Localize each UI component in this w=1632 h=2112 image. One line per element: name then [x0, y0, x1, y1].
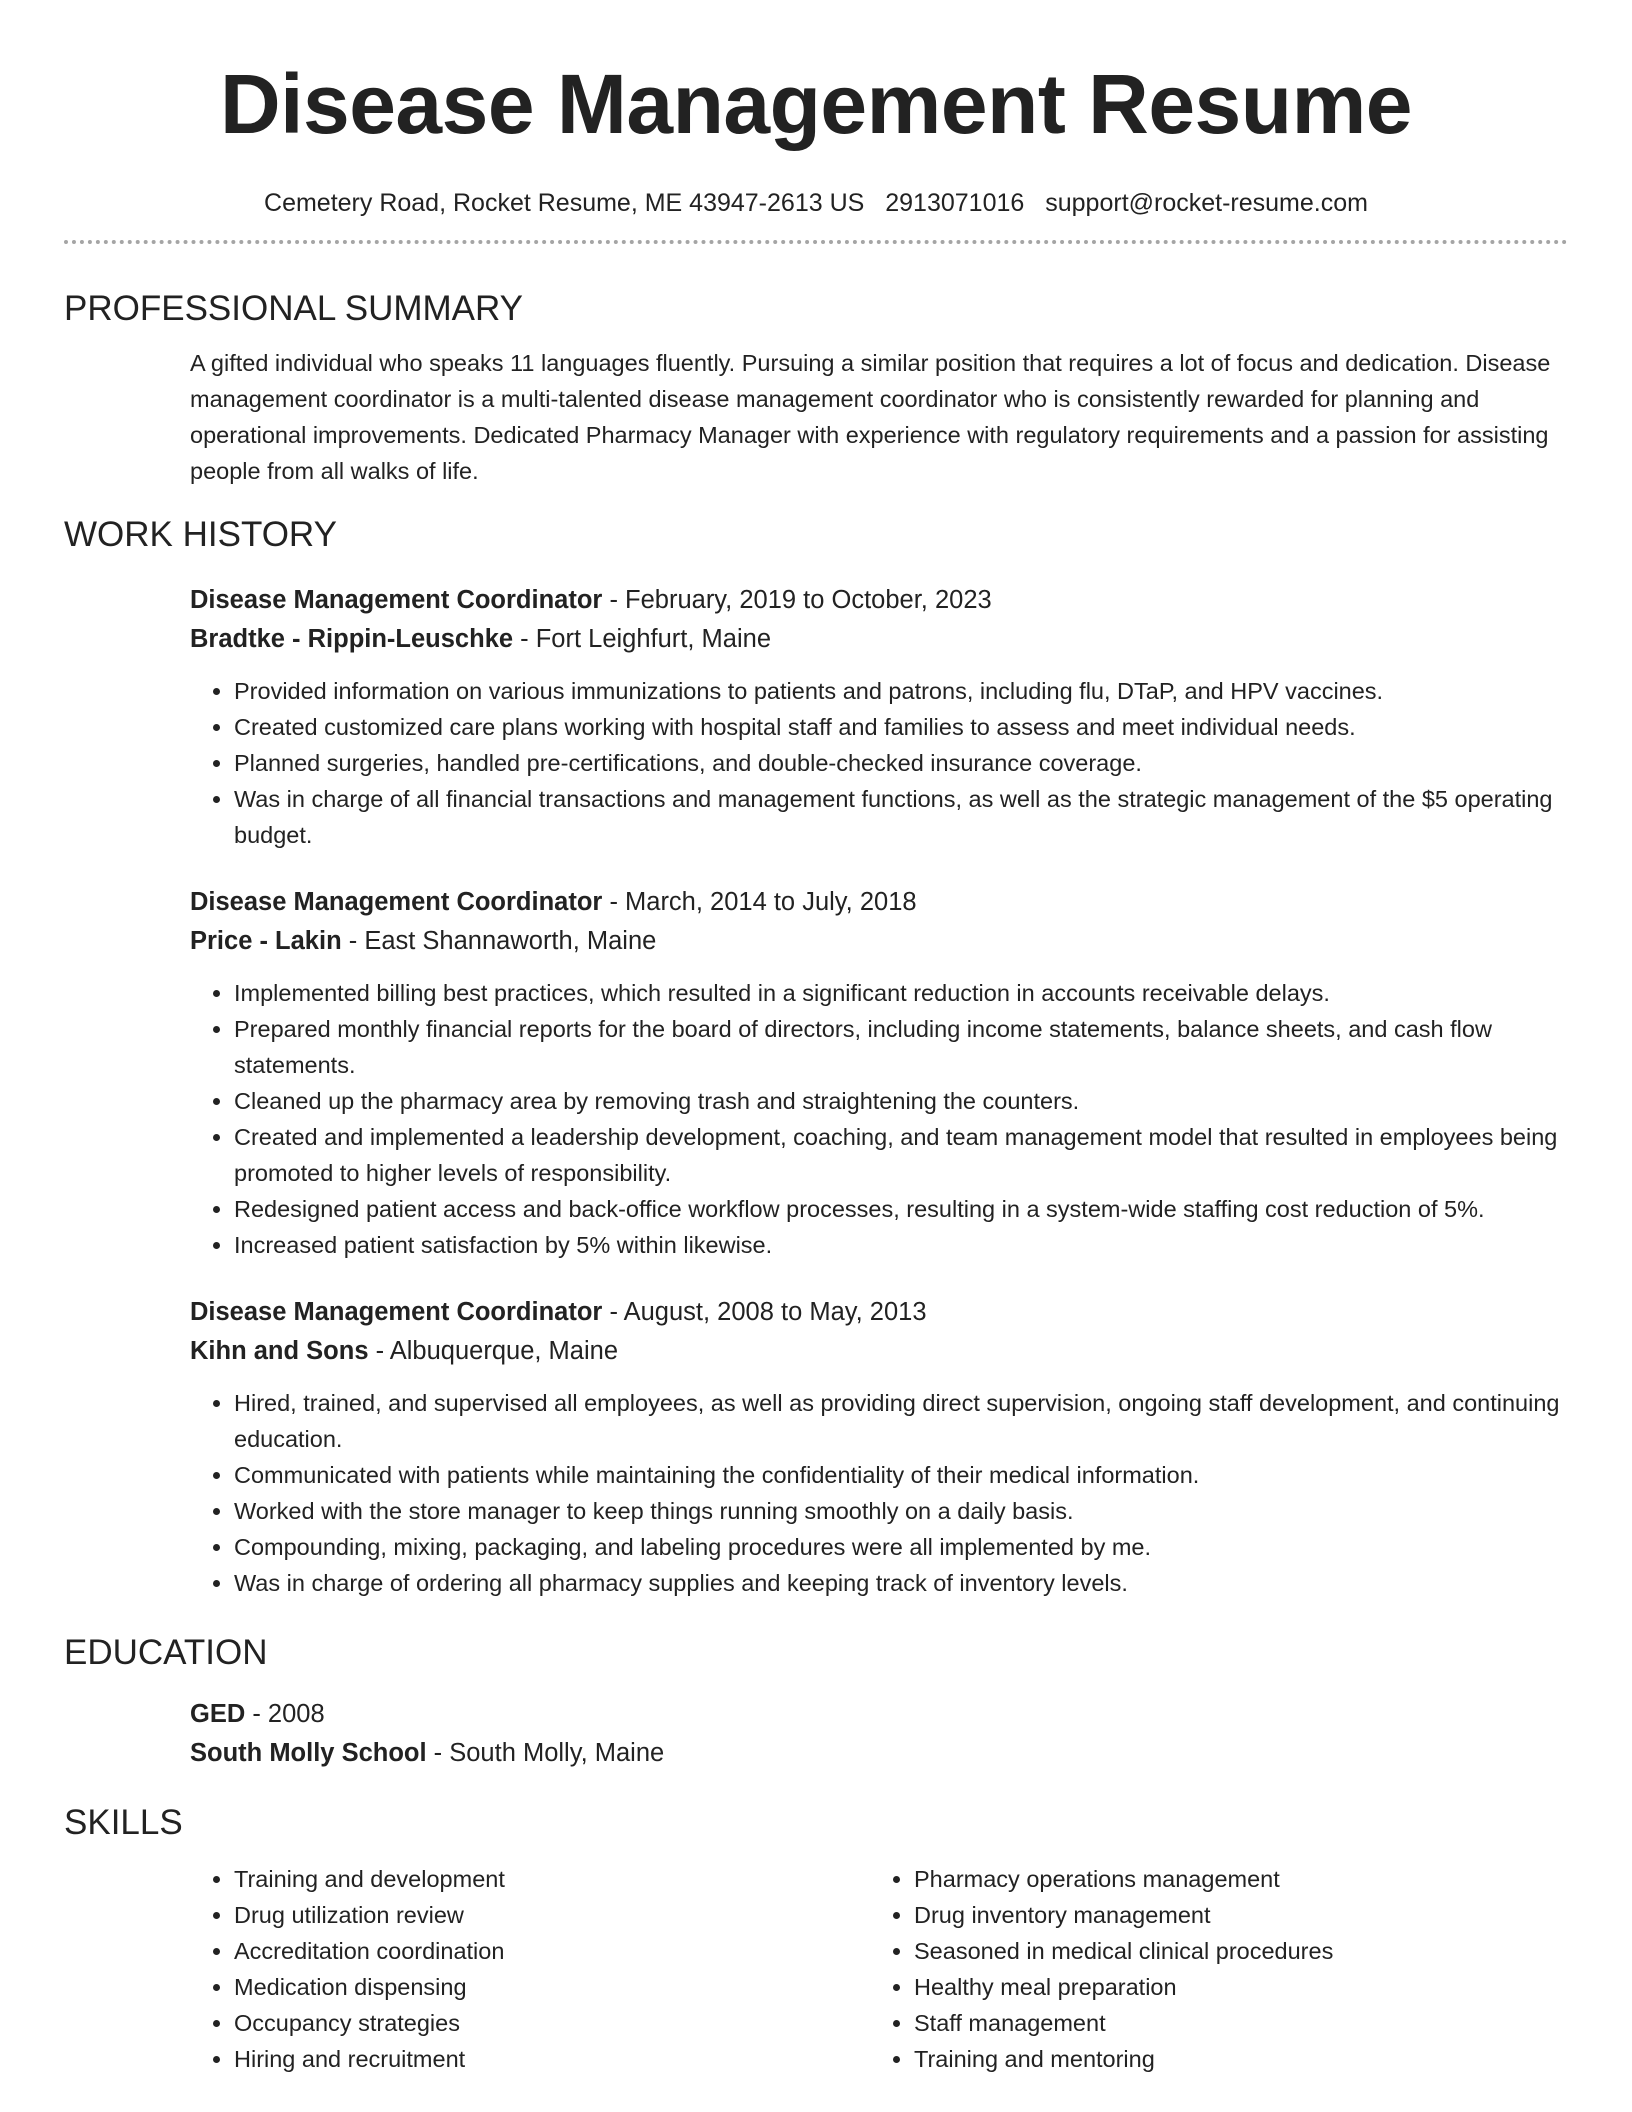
resume-title: Disease Management Resume — [219, 57, 1412, 151]
job-title: Disease Management Coordinator — [190, 586, 603, 614]
job-bullet: • Redesigned patient access and back-office workflow processes, resulting in a system-wide staffing cost reduction of 5%. — [234, 1191, 1568, 1227]
job-company: Kihn and Sons — [190, 1337, 369, 1365]
job-title: Disease Management Coordinator — [190, 888, 603, 916]
skills-heading: SKILLS — [64, 1803, 183, 1842]
skill-item: • Training and development — [234, 1861, 870, 1897]
summary-text: A gifted individual who speaks 11 languages fluently. Pursuing a similar position that requires a lot of focus and dedication. Disease management coordinator is a multi-talented disease management coordinator who is consistently rewarded for planning and operational improvements. Dedicated Pharmacy Manager with experience with regulatory requirements and a passion for assisting people from all walks of life. — [190, 350, 1551, 484]
job-bullet: • Provided information on various immunizations to patients and patrons, including flu, DTaP, and HPV vaccines. — [234, 673, 1568, 709]
skill-item: • Drug inventory management — [914, 1897, 1550, 1933]
job-bullet: • Planned surgeries, handled pre-certifications, and double-checked insurance coverage. — [234, 745, 1568, 781]
contact-address: Cemetery Road, Rocket Resume, ME 43947-2613 US — [264, 189, 865, 217]
job-bullet: • Cleaned up the pharmacy area by removing trash and straightening the counters. — [234, 1083, 1568, 1119]
education-section — [190, 1695, 1568, 1773]
job-bullet: • Increased patient satisfaction by 5% within likewise. — [234, 1227, 1568, 1263]
education-year: - 2008 — [245, 1700, 325, 1728]
job-bullet: • Communicated with patients while maintaining the confidentiality of their medical information. — [234, 1457, 1568, 1493]
job-entry — [190, 1293, 1568, 1601]
skill-item: • Training and mentoring — [914, 2041, 1550, 2077]
job-title-line — [190, 883, 1568, 922]
skill-item: • Hiring and recruitment — [234, 2041, 870, 2077]
job-company-line — [190, 922, 1568, 961]
summary-section — [190, 345, 1568, 489]
work-history-heading: WORK HISTORY — [64, 515, 337, 554]
job-bullet: • Hired, trained, and supervised all employees, as well as providing direct supervision, ongoing staff development, and continuing education. — [234, 1385, 1568, 1457]
header-divider — [64, 240, 1568, 244]
contact-email: support@rocket-resume.com — [1045, 189, 1368, 217]
skill-item: • Healthy meal preparation — [914, 1969, 1550, 2005]
skills-section — [190, 1861, 1568, 2077]
job-bullet: • Was in charge of ordering all pharmacy supplies and keeping track of inventory levels. — [234, 1565, 1568, 1601]
job-bullets — [190, 1385, 1568, 1601]
skill-item: • Medication dispensing — [234, 1969, 870, 2005]
job-bullet: • Prepared monthly financial reports for the board of directors, including income statements, balance sheets, and cash flow statements. — [234, 1011, 1568, 1083]
job-entry — [190, 883, 1568, 1263]
job-location: - Albuquerque, Maine — [368, 1337, 618, 1365]
job-bullet: • Implemented billing best practices, which resulted in a significant reduction in accounts receivable delays. — [234, 975, 1568, 1011]
education-location: - South Molly, Maine — [426, 1739, 665, 1767]
job-location: - East Shannaworth, Maine — [341, 927, 657, 955]
contact-phone: 2913071016 — [885, 189, 1025, 217]
job-bullets — [190, 673, 1568, 853]
skills-list-left — [190, 1861, 870, 2077]
skill-item: • Pharmacy operations management — [914, 1861, 1550, 1897]
skill-item: • Occupancy strategies — [234, 2005, 870, 2041]
job-title-line — [190, 1293, 1568, 1332]
education-school: South Molly School — [190, 1739, 427, 1767]
job-dates: - March, 2014 to July, 2018 — [602, 888, 917, 916]
education-degree: GED — [190, 1700, 246, 1728]
job-bullet: • Compounding, mixing, packaging, and labeling procedures were all implemented by me. — [234, 1529, 1568, 1565]
job-location: - Fort Leighfurt, Maine — [513, 625, 772, 653]
work-history-section — [190, 581, 1568, 1601]
job-bullet: • Created customized care plans working with hospital staff and families to assess and meet individual needs. — [234, 709, 1568, 745]
resume-page — [64, 0, 1568, 2077]
contact-line — [64, 188, 1568, 218]
job-company: Bradtke - Rippin-Leuschke — [190, 625, 514, 653]
job-bullet: • Was in charge of all financial transactions and management functions, as well as the strategic management of the $5 operating budget. — [234, 781, 1568, 853]
education-school-line — [190, 1734, 1568, 1773]
job-title-line — [190, 581, 1568, 620]
job-company-line — [190, 1332, 1568, 1371]
skill-item: • Drug utilization review — [234, 1897, 870, 1933]
summary-heading: PROFESSIONAL SUMMARY — [64, 289, 523, 328]
skill-item: • Staff management — [914, 2005, 1550, 2041]
job-bullets — [190, 975, 1568, 1263]
job-bullet: • Created and implemented a leadership development, coaching, and team management model that resulted in employees being promoted to higher levels of responsibility. — [234, 1119, 1568, 1191]
job-company: Price - Lakin — [190, 927, 342, 955]
job-entry — [190, 581, 1568, 853]
skill-item: • Seasoned in medical clinical procedures — [914, 1933, 1550, 1969]
skills-list-right — [870, 1861, 1550, 2077]
job-title: Disease Management Coordinator — [190, 1298, 603, 1326]
education-degree-line — [190, 1695, 1568, 1734]
education-heading: EDUCATION — [64, 1633, 268, 1672]
job-bullet: • Worked with the store manager to keep things running smoothly on a daily basis. — [234, 1493, 1568, 1529]
job-dates: - August, 2008 to May, 2013 — [602, 1298, 927, 1326]
skill-item: • Accreditation coordination — [234, 1933, 870, 1969]
job-dates: - February, 2019 to October, 2023 — [602, 586, 992, 614]
job-company-line — [190, 620, 1568, 659]
